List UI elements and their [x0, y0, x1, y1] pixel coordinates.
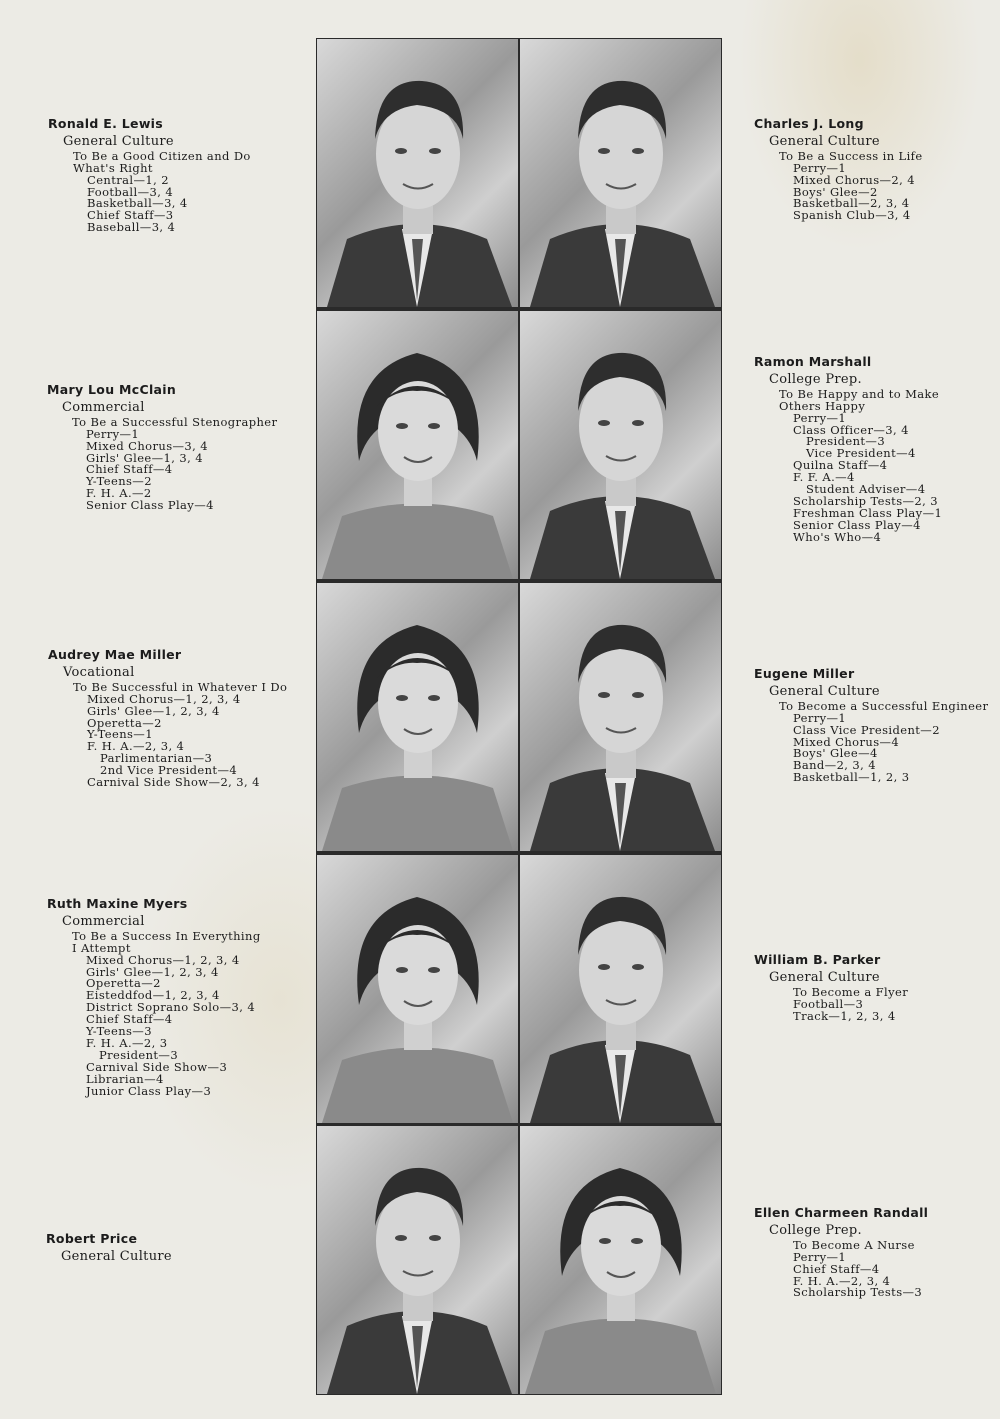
activity-line: 2nd Vice President—4	[100, 763, 238, 778]
activity-line: Senior Class Play—4	[86, 498, 214, 513]
activity-line: Perry—1	[793, 160, 847, 175]
activity-line: Basketball—3, 4	[87, 196, 188, 211]
activity-line: To Be a Success In Everything	[72, 928, 261, 943]
portrait-photo	[520, 311, 721, 579]
activity-line: Central—1, 2	[87, 172, 169, 187]
student-name: Eugene Miller	[754, 666, 855, 681]
activity-line: Mixed Chorus—2, 4	[793, 172, 915, 187]
senior-entry-eugene-miller	[754, 668, 988, 784]
student-course: General Culture	[63, 133, 174, 149]
activity-line: Basketball—2, 3, 4	[793, 196, 910, 211]
senior-entry-ellen-randall	[754, 1207, 928, 1299]
activity-line: To Be a Successful Stenographer	[72, 414, 278, 429]
activity-line: Spanish Club—3, 4	[793, 208, 911, 223]
activity-list	[754, 148, 923, 223]
activity-line: Band—2, 3, 4	[793, 758, 876, 773]
portrait-photo	[317, 311, 518, 579]
activity-line: Mixed Chorus—4	[793, 734, 900, 749]
activity-line: Eisteddfod—1, 2, 3, 4	[86, 988, 220, 1003]
activity-line: I Attempt	[72, 940, 131, 955]
activity-line: Freshman Class Play—1	[793, 505, 943, 520]
portrait-photo	[520, 39, 721, 307]
senior-entry-ronald-lewis	[48, 118, 251, 234]
activity-line: F. H. A.—2	[86, 486, 152, 501]
activity-line: Others Happy	[779, 398, 866, 413]
portrait-photo	[317, 1126, 518, 1394]
senior-entry-charles-long	[754, 118, 923, 222]
activity-line: Chief Staff—3	[87, 208, 174, 223]
activity-line: Chief Staff—4	[86, 462, 173, 477]
student-course: General Culture	[769, 133, 880, 149]
activity-list	[754, 984, 909, 1023]
activity-list	[47, 414, 278, 513]
student-name: Ramon Marshall	[754, 354, 872, 369]
student-name: Ronald E. Lewis	[48, 116, 163, 131]
activity-line: Junior Class Play—3	[86, 1083, 212, 1098]
activity-line: Track—1, 2, 3, 4	[793, 1008, 896, 1023]
student-course: General Culture	[769, 683, 880, 699]
senior-entry-audrey-mae-miller	[48, 649, 287, 789]
activity-line: Parlimentarian—3	[100, 751, 213, 766]
activity-line: F. F. A.—4	[793, 470, 855, 485]
activity-line: Quilna Staff—4	[793, 458, 888, 473]
portrait-photo	[317, 855, 518, 1123]
activity-line: F. H. A.—2, 3, 4	[87, 739, 185, 754]
activity-line: Mixed Chorus—3, 4	[86, 438, 208, 453]
activity-line: What's Right	[73, 160, 153, 175]
student-name: Ruth Maxine Myers	[47, 896, 188, 911]
portrait-photo	[317, 39, 518, 307]
activity-line: Girls' Glee—1, 3, 4	[86, 450, 203, 465]
activity-line: To Become A Nurse	[793, 1237, 915, 1252]
activity-line: Y-Teens—1	[87, 727, 153, 742]
student-course: General Culture	[769, 969, 880, 985]
activity-line: Vice President—4	[806, 446, 916, 461]
activity-list	[47, 928, 261, 1098]
activity-line: Football—3	[793, 996, 864, 1011]
portrait-silhouette	[317, 583, 518, 851]
activity-line: Senior Class Play—4	[793, 517, 921, 532]
student-name: Robert Price	[46, 1231, 138, 1246]
activity-list	[48, 679, 288, 790]
activity-line: To Become a Flyer	[793, 984, 909, 999]
portrait-silhouette	[520, 583, 721, 851]
student-name: Charles J. Long	[754, 116, 864, 131]
activity-line: Who's Who—4	[793, 529, 882, 544]
portrait-silhouette	[317, 311, 518, 579]
portrait-grid	[316, 38, 722, 1395]
activity-line: Operetta—2	[87, 715, 162, 730]
senior-entry-ramon-marshall	[754, 356, 942, 544]
student-name: Mary Lou McClain	[47, 382, 177, 397]
activity-line: Y-Teens—3	[86, 1024, 152, 1039]
activity-line: To Be Successful in Whatever I Do	[73, 679, 288, 694]
activity-line: Mixed Chorus—1, 2, 3, 4	[86, 952, 240, 967]
senior-entry-ruth-maxine-myers	[47, 898, 261, 1098]
activity-line: Mixed Chorus—1, 2, 3, 4	[87, 691, 241, 706]
portrait-silhouette	[317, 855, 518, 1123]
student-course: College Prep.	[769, 1222, 862, 1238]
portrait-photo	[520, 855, 721, 1123]
senior-entry-mary-lou-mcclain	[47, 384, 277, 512]
activity-line: Scholarship Tests—3	[793, 1285, 923, 1300]
portrait-silhouette	[317, 1126, 518, 1394]
activity-line: Baseball—3, 4	[87, 220, 176, 235]
activity-list	[48, 148, 251, 235]
activity-line: Girls' Glee—1, 2, 3, 4	[86, 964, 219, 979]
activity-list	[754, 386, 943, 544]
activity-line: F. H. A.—2, 3	[86, 1035, 168, 1050]
activity-line: To Be a Success in Life	[779, 148, 923, 163]
student-name: Ellen Charmeen Randall	[754, 1205, 929, 1220]
student-course: General Culture	[61, 1248, 172, 1264]
activity-line: Perry—1	[793, 710, 847, 725]
student-name: Audrey Mae Miller	[48, 647, 182, 662]
activity-line: Perry—1	[86, 426, 140, 441]
activity-line: F. H. A.—2, 3, 4	[793, 1273, 891, 1288]
student-course: Commercial	[62, 913, 145, 929]
activity-line: Boys' Glee—4	[793, 746, 878, 761]
portrait-silhouette	[520, 855, 721, 1123]
activity-line: Chief Staff—4	[86, 1012, 173, 1027]
portrait-photo	[520, 583, 721, 851]
senior-entry-robert-price	[46, 1233, 172, 1266]
activity-line: Scholarship Tests—2, 3	[793, 493, 938, 508]
activity-line: Perry—1	[793, 1249, 847, 1264]
portrait-photo	[317, 583, 518, 851]
portrait-silhouette	[520, 311, 721, 579]
activity-line: Carnival Side Show—3	[86, 1059, 228, 1074]
activity-line: Basketball—1, 2, 3	[793, 770, 910, 785]
student-name: William B. Parker	[754, 952, 881, 967]
senior-entry-william-parker	[754, 954, 908, 1023]
activity-line: Football—3, 4	[87, 184, 174, 199]
portrait-photo	[520, 1126, 721, 1394]
activity-line: President—3	[99, 1047, 179, 1062]
activity-line: Operetta—2	[86, 976, 161, 991]
activity-list	[754, 1237, 928, 1300]
activity-line: Class Vice President—2	[793, 722, 940, 737]
activity-line: Chief Staff—4	[793, 1261, 880, 1276]
activity-list	[754, 698, 989, 785]
student-course: Commercial	[62, 399, 145, 415]
activity-line: Boys' Glee—2	[793, 184, 878, 199]
activity-line: District Soprano Solo—3, 4	[86, 1000, 256, 1015]
activity-line: President—3	[806, 434, 886, 449]
activity-line: Carnival Side Show—2, 3, 4	[87, 775, 260, 790]
portrait-silhouette	[317, 39, 518, 307]
activity-line: Y-Teens—2	[86, 474, 152, 489]
student-course: Vocational	[63, 664, 135, 680]
student-course: College Prep.	[769, 371, 862, 387]
activity-line: To Be Happy and to Make	[779, 386, 940, 401]
activity-line: To Be a Good Citizen and Do	[73, 148, 251, 163]
activity-line: Class Officer—3, 4	[793, 422, 909, 437]
activity-line: To Become a Successful Engineer	[779, 698, 989, 713]
portrait-silhouette	[520, 39, 721, 307]
activity-line: Girls' Glee—1, 2, 3, 4	[87, 703, 220, 718]
activity-line: Perry—1	[793, 410, 847, 425]
portrait-silhouette	[520, 1126, 721, 1394]
activity-line: Librarian—4	[86, 1071, 164, 1086]
activity-line: Student Adviser—4	[806, 482, 926, 497]
